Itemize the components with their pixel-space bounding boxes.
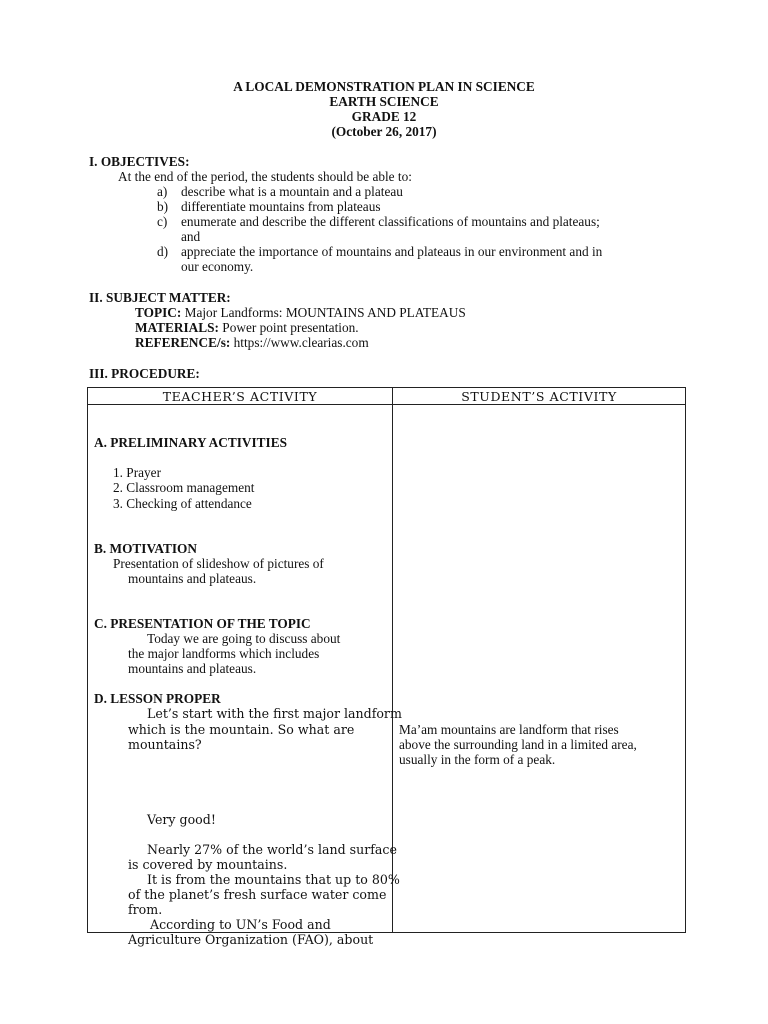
presentation-text: Today we are going to discuss about (147, 631, 341, 646)
objective-text: enumerate and describe the different classifications of mountains and plateaus; (181, 214, 600, 229)
objectives-heading: I. OBJECTIVES: (89, 154, 190, 169)
fact-text: It is from the mountains that up to 80% (147, 872, 400, 887)
objectives-intro: At the end of the period, the students should be able to: (118, 169, 412, 184)
topic-value: Major Landforms: MOUNTAINS AND PLATEAUS (181, 305, 466, 320)
teacher-activity-header: TEACHER’S ACTIVITY (88, 388, 393, 405)
reference-label: REFERENCE/s: (135, 335, 231, 350)
student-activity-cell (393, 405, 686, 933)
fact-text: of the planet’s fresh surface water come (128, 887, 387, 902)
document-header (0, 79, 768, 139)
objective-text: differentiate mountains from plateaus (181, 199, 381, 214)
grade-line: GRADE 12 (351, 109, 417, 124)
procedure-table (87, 387, 686, 947)
objective-letter: a) (157, 184, 168, 199)
reference-line (135, 335, 369, 350)
reference-value: https://www.clearias.com (230, 335, 369, 350)
table-body-row (88, 405, 686, 933)
motivation-text: mountains and plateaus. (128, 571, 257, 586)
subject-line: EARTH SCIENCE (329, 94, 439, 109)
student-activity-header: STUDENT’S ACTIVITY (393, 388, 686, 405)
objective-text: describe what is a mountain and a plateau (181, 184, 403, 199)
presentation-text: mountains and plateaus. (128, 661, 257, 676)
list-item: 2. Classroom management (113, 480, 255, 495)
preliminary-heading: A. PRELIMINARY ACTIVITIES (94, 435, 287, 450)
topic-label: TOPIC: (135, 305, 182, 320)
materials-line (135, 320, 359, 335)
objective-text-continued: our economy. (181, 259, 254, 274)
materials-label: MATERIALS: (135, 320, 219, 335)
subject-matter-heading: II. SUBJECT MATTER: (89, 290, 231, 305)
title-line: A LOCAL DEMONSTRATION PLAN IN SCIENCE (233, 79, 535, 94)
student-answer-text: Ma’am mountains are landform that rises (399, 722, 619, 737)
fact-text: Agriculture Organization (FAO), about (128, 932, 374, 947)
teacher-activity-cell (88, 405, 402, 947)
fact-text: Nearly 27% of the world’s land surface (147, 842, 397, 857)
procedure-heading: III. PROCEDURE: (89, 366, 200, 381)
date-line: (October 26, 2017) (331, 124, 437, 139)
table-header-row (88, 388, 686, 405)
student-answer-text: above the surrounding land in a limited area, (399, 737, 637, 752)
motivation-heading: B. MOTIVATION (94, 541, 197, 556)
lesson-proper-heading: D. LESSON PROPER (94, 691, 221, 706)
objective-text: appreciate the importance of mountains and plateaus in our environment and in (181, 244, 603, 259)
lesson-text: which is the mountain. So what are (128, 722, 355, 737)
lesson-text: mountains? (128, 737, 202, 752)
list-item: 1. Prayer (113, 465, 161, 480)
objective-letter: c) (157, 214, 168, 229)
presentation-heading: C. PRESENTATION OF THE TOPIC (94, 616, 311, 631)
lesson-text: Let’s start with the first major landform (147, 706, 402, 721)
objective-letter: d) (157, 244, 169, 259)
fact-text: According to UN’s Food and (150, 917, 331, 932)
presentation-text: the major landforms which includes (128, 646, 320, 661)
materials-value: Power point presentation. (218, 320, 359, 335)
topic-line (135, 305, 466, 320)
fact-text: from. (128, 902, 163, 917)
motivation-text: Presentation of slideshow of pictures of (113, 556, 324, 571)
student-answer-text: usually in the form of a peak. (399, 752, 556, 767)
very-good-text: Very good! (147, 812, 216, 827)
objective-letter: b) (157, 199, 169, 214)
objective-text-continued: and (181, 229, 201, 244)
fact-text: is covered by mountains. (128, 857, 288, 872)
list-item: 3. Checking of attendance (113, 496, 252, 511)
